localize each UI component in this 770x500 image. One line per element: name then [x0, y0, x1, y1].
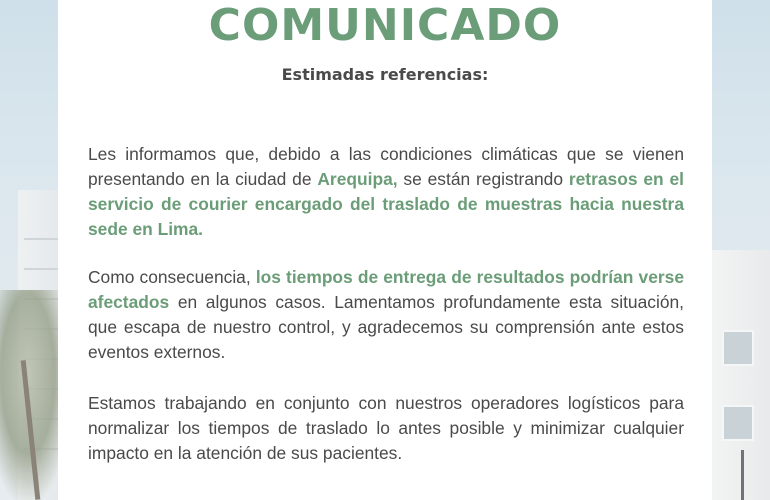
notice-title: COMUNICADO	[208, 0, 562, 51]
paragraph-text: Como consecuencia,	[88, 267, 256, 287]
notice-card	[58, 0, 712, 500]
background-building-right	[710, 250, 770, 500]
background-street-lamp	[741, 450, 744, 500]
paragraph-text: se están registrando	[397, 169, 569, 189]
background-window	[722, 330, 754, 366]
notice-greeting: Estimadas referencias:	[281, 65, 489, 84]
notice-paragraph-3: Estamos trabajando en conjunto con nuestros operadores logísticos para normalizar los tiempos de traslado lo antes posible y minimizar cualquier impacto en la atención de sus pacientes.	[88, 393, 684, 463]
highlight-delay: retrasos en el servicio de courier encargado del traslado de muestras hacia nuestra sede en Lima.	[88, 169, 684, 239]
highlight-city: Arequipa,	[317, 169, 398, 189]
notice-paragraph-1	[88, 142, 684, 242]
background-window	[722, 405, 754, 441]
notice-paragraph-2	[88, 265, 684, 365]
paragraph-text: en algunos casos. Lamentamos profundamente esta situación, que escapa de nuestro control, y agradecemos su comprensión ante estos eventos externos.	[88, 292, 684, 362]
highlight-impact: los tiempos de entrega de resultados podrían verse afectados	[88, 267, 685, 312]
paragraph-text: Les informamos que, debido a las condiciones climáticas que se vienen presentando en la ciudad de	[88, 144, 684, 189]
